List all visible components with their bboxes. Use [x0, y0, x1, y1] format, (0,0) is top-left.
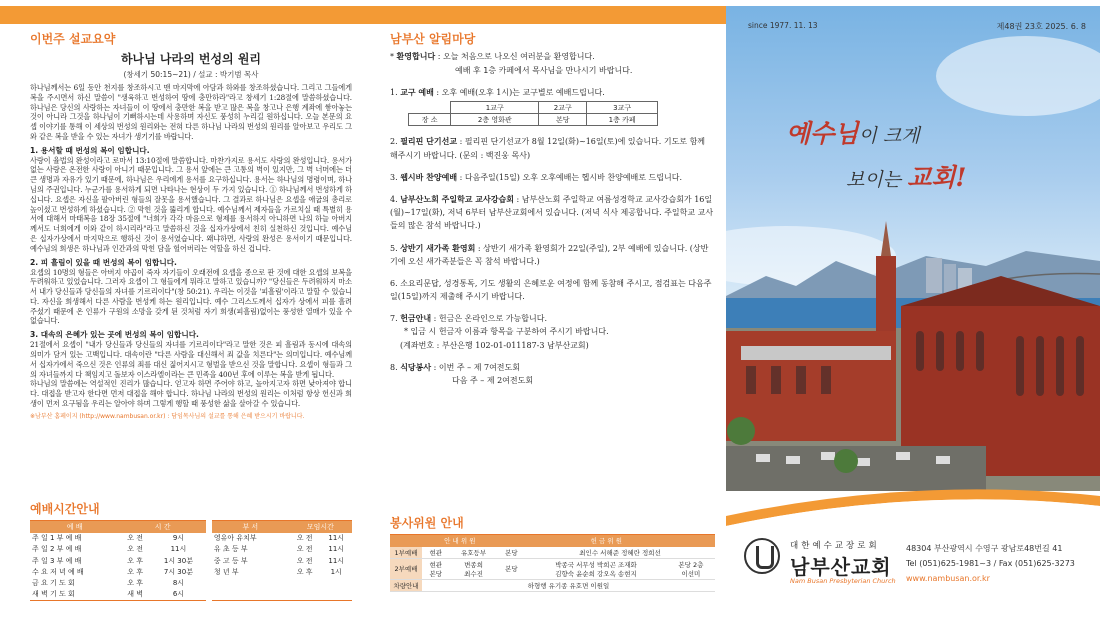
district-1: 1교구 — [451, 102, 539, 114]
table-row — [30, 544, 352, 555]
news-item-6: 6. 소요리문답, 성경통독, 기도 생활의 은혜로운 여정에 함께 동참해 주시고, 점검표는 다음주일(15일)까지 제출해 주시기 바랍니다. — [390, 278, 712, 302]
header-usher: 안 내 위 원 — [422, 535, 498, 547]
sermon-point-1-heading: 1. 용서할 때 번성의 복이 임합니다. — [30, 145, 150, 155]
department-period: 오 후 — [296, 568, 313, 577]
denomination: 대한예수교장로회 — [790, 541, 880, 551]
sermon-footnote: ※남부산 홈페이지 (http://www.nambusan.or.kr) : 담임목사님의 설교를 통해 은혜 받으시기 바랍니다. — [30, 412, 305, 420]
service-time: 9시 — [172, 534, 185, 543]
table-row: 2부예배 현관 본당 변종희 최수진 본당 박종국 서무성 박희곤 조재화 김향숙 윤순희 강오옥 송현지 본당 2층 이선미 — [390, 558, 715, 579]
service-time: 8시 — [172, 579, 185, 588]
service-time: 11시 — [170, 545, 187, 554]
table-row — [30, 555, 352, 566]
district-service-table — [408, 101, 658, 126]
service-name: 주 일 2 부 예 배 — [32, 545, 82, 554]
church-seal-icon — [744, 538, 780, 574]
news-item-8: 8. 식당봉사 : 이번 주 – 제 7여전도회 다음 주 – 제 2여전도회 — [390, 361, 715, 387]
sermon-summary — [30, 30, 352, 420]
cover-photo — [726, 6, 1100, 491]
contact-info — [906, 541, 1075, 587]
service-period: 새 벽 — [127, 590, 144, 599]
district-1-location: 2층 영화관 — [451, 114, 539, 126]
header-offering: 헌 금 위 원 — [498, 535, 715, 547]
service-time: 7시 30분 — [163, 568, 193, 577]
offering-note: * 입금 시 헌금자 이름과 항목을 구분하여 주시기 바랍니다. — [404, 327, 609, 337]
header-time: 시 간 — [119, 521, 209, 533]
cover-panel — [726, 6, 1100, 621]
service-name: 수 요 저 녁 예 배 — [32, 568, 84, 577]
department-time: 11시 — [328, 545, 345, 554]
department-name: 청 년 부 — [209, 566, 289, 577]
service-time: 1시 30분 — [163, 556, 193, 565]
service-name: 주 일 1 부 예 배 — [32, 534, 82, 543]
department-period: 오 전 — [296, 534, 313, 543]
sermon-closing: 하나님의 말씀에는 역설적인 진리가 많습니다. 얻고자 하면 주어야 하고, 높아지고자 하면 낮아져야 합니다. 대접을 받고자 한다면 먼저 대접을 해야 합니다. 하나님 나라의 번성의 원리는 이처럼 항상 헌신과 희생이 먼저 요구됨을 우리는 알아야 하며 그렇게 행할 때 풍성한 삶을 살아갈 수 있습니다. — [30, 379, 352, 408]
department-time: 1시 — [330, 568, 342, 577]
service-period: 오 전 — [127, 545, 144, 554]
service-period: 오 후 — [127, 556, 144, 565]
service-name: 금 요 기 도 회 — [32, 579, 75, 588]
top-orange-bar — [0, 6, 726, 24]
service-period: 오 후 — [127, 579, 144, 588]
district-2: 2교구 — [539, 102, 587, 114]
volunteer-table — [390, 534, 715, 592]
volunteer-section-title: 봉사위원 안내 — [390, 516, 464, 530]
phone-fax: Tel (051)625-1981~3 / Fax (051)625-3273 — [906, 559, 1075, 569]
welcome-notice: * 환영합니다 : 오늘 처음으로 나오신 여러분을 환영합니다. 예배 후 1층 카페에서 목사님을 만나시기 바랍니다. — [390, 50, 715, 77]
website-link[interactable]: www.nambusan.or.kr — [906, 574, 990, 584]
sermon-point-2: 요셉의 10명의 형들은 아버지 야곱이 죽자 자기들이 오래전에 요셉을 종으로 판 것에 대한 요셉의 보복을 두려워하고 있었습니다. 그러자 요셉이 그 형들에게 뭐라고 말하고 있습니까? "당신들은 두려워하지 마소서 내가 당신들과 당신들의 자녀를 기르리이다"(창 50:21). 우리는 이것을 '피흘림'이라고 말할 수 있습니다. 자신을 희생해서 다른 사람을 번성케 하는 원리입니다. 예수 그리스도께서 십자가 상에서 피를 흘려 주셨기 때문에 온 인류가 구원의 소망을 갖게 된 것처럼 자기 희생(피흘림)없이는 풍성한 열매가 있을 수 없습니다. — [30, 267, 352, 326]
service-time: 6시 — [172, 590, 185, 599]
table-row — [30, 566, 352, 577]
department-name: 유 초 등 부 — [209, 544, 289, 555]
worship-table — [30, 520, 352, 601]
bank-account: (계좌번호 : 부산은행 102-01-011187-3 남부산교회) — [400, 340, 589, 350]
volunteer-section — [390, 514, 715, 592]
news-section-title: 남부산 알림마당 — [390, 32, 476, 46]
kitchen-next-week: 다음 주 – 제 2여전도회 — [452, 376, 534, 385]
service-period: 오 후 — [127, 568, 144, 577]
table-row: 차량안내 하형행 유기종 유호면 이원일 — [390, 579, 715, 591]
welcome-heading: 환영합니다 — [396, 52, 436, 61]
church-footer — [744, 536, 1089, 616]
church-illustration — [726, 6, 1100, 491]
sermon-point-3: 21절에서 요셉이 "내가 당신들과 당신들의 자녀를 기르리이다"라고 말한 것은 피 흘림과 동시에 대속의 의미가 담겨 있는 고백입니다. 대속이란 "다른 사람을 대신해서 죄 값을 치른다"는 의미입니다. 예수님께서 십자가에서 죽으신 것은 인류의 죄를 대신 짊어지시고 형벌을 받으신 것을 말합니다. 요셉이 형들과 그의 자녀들까지 다 책임지고 돌보자 이스라엘이라는 큰 민족을 400년 후에 이루는 복을 받게 됩니다. — [30, 340, 352, 379]
district-3-location: 1층 카페 — [587, 114, 658, 126]
news-item-3: 3. 웹시바 찬양예배 : 다음주일(15일) 오후 오후예배는 헵시바 찬양예배로 드립니다. — [390, 172, 683, 182]
table-row — [30, 533, 352, 544]
department-period: 오 전 — [296, 556, 313, 565]
sermon-subtitle: (창세기 50:15~21) / 설교 : 박기범 목사 — [123, 70, 259, 79]
since-date: since 1977. 11. 13 — [748, 21, 818, 30]
news-item-2: 2. 필리핀 단기선교 : 필리핀 단기선교가 8월 12일(화)~16일(토)에 있습니다. 기도로 함께 해주시기 바랍니다. (문의 : 백진웅 목사) — [390, 137, 706, 160]
news-item-1: 1. 교구 예배 : 오후 예배(오후 1시)는 교구별로 예배드립니다. — [390, 88, 605, 98]
worship-section-title: 예배시간안내 — [30, 502, 100, 516]
department-time: 11시 — [328, 534, 345, 543]
address: 48304 부산광역시 수영구 광남로48번길 41 — [906, 544, 1063, 553]
news-item-5: 5. 상반기 새가족 환영회 : 상반기 새가족 환영회가 22일(주일), 2부 예배에 있습니다. (상반기에 오신 새가족분들은 꼭 참석 바랍니다.) — [390, 243, 709, 266]
news-item-7: 7. 헌금안내 : 헌금은 온라인으로 가능합니다. * 입금 시 헌금자 이름과 항목을 구분하여 주시기 바랍니다. (계좌번호 : 부산은행 102-01-011187-3 남부산교회) — [390, 312, 715, 352]
location-label: 장 소 — [409, 114, 451, 126]
church-news — [390, 30, 715, 387]
sermon-intro: 하나님께서는 6일 동안 천지를 창조하시고 맨 마지막에 아담과 하와를 창조하셨습니다. 그리고 그들에게 복을 주시면서 하신 말씀이 "생육하고 번성하여 땅에 충만하라"라고 창세기 1:28절에 말씀하셨습니다. 하나님은 당신의 사랑하는 자녀들이 이 땅에서 충만한 복을 받고 많은 복을 창고나 은행 계좌에 쌓아놓는 것이 아니라 그것을 하나님이 기뻐하시는데 사용하며 자신도 풍성히 누리길 원하십니다. 오늘 본문의 요셉 이야기를 통해 이 세상의 번성의 원리와는 전혀 다른 하나님 나라의 번성의 원리를 알아보고 우리도 그와 같은 복을 받을 수 있는 자녀가 생기기를 바랍니다. — [30, 83, 352, 141]
department-time: 11시 — [328, 556, 345, 565]
church-name-english: Nam Busan Presbyterian Church — [790, 577, 896, 585]
service-name: 주 일 3 부 예 배 — [32, 556, 82, 565]
welcome-line-2: 예배 후 1층 카페에서 목사님을 만나시기 바랍니다. — [455, 65, 633, 75]
district-3: 3교구 — [587, 102, 658, 114]
header-department: 부 서 — [209, 521, 289, 533]
sermon-point-2-heading: 2. 피 흘림이 있을 때 번성의 복이 임합니다. — [30, 257, 177, 267]
service-period: 오 전 — [127, 534, 144, 543]
sermon-section-title: 이번주 설교요약 — [30, 32, 116, 46]
service-name: 새 벽 기 도 회 — [32, 590, 75, 599]
sermon-point-3-heading: 3. 대속의 은혜가 있는 곳에 번성의 복이 임합니다. — [30, 330, 199, 340]
department-name: 영유아 유치부 — [209, 533, 289, 544]
district-2-location: 본당 — [539, 114, 587, 126]
table-row — [30, 578, 352, 589]
header-service: 예 배 — [30, 521, 119, 533]
slogan-line-2: 보이는 교회! — [846, 163, 967, 192]
table-row: 1부예배 현관 유호등부 본당 최인수 서해준 정혜란 정희선 — [390, 547, 715, 559]
table-row — [30, 589, 352, 600]
welcome-line-1: : 오늘 처음으로 나오신 여러분을 환영합니다. — [435, 52, 595, 61]
department-period: 오 전 — [296, 545, 313, 554]
news-item-4: 4. 남부산노회 주일학교 교사강습회 : 남부산노회 주일학교 여름성경학교 교사강습회가 16일(월)~17일(화), 저녁 6부터 남부산교회에서 있습니다. (저녁 식사 제공합니다. 주일학교 교사들의 많은 참석 바랍니다.) — [390, 194, 714, 231]
slogan-line-1: 예수님이 크게 — [786, 119, 920, 148]
header-meeting-time: 모임시간 — [289, 521, 352, 533]
issue-number: 제48권 23호 2025. 6. 8 — [996, 22, 1086, 31]
sermon-title: 하나님 나라의 번성의 원리 — [120, 52, 262, 66]
sermon-point-1: 사랑이 율법의 완성이라고 로마서 13:10절에 말씀합니다. 마찬가지로 용서도 사랑의 완성입니다. 용서가 없는 사랑은 온전한 사랑이 아니기 때문입니다. 그 용서 앞에는 큰 고통의 벽이 있지만, 그 벽 너머에는 더 큰 생명과 자유가 있기 때문에, 하나님은 우리에게 용서를 요구하십니다. 용서는 하나님의 명령이며, 하나님의 주권입니다. 누군가를 용서하게 되면 나타나는 현상이 두 가지 있습니다. ① 하나님께서 번성하게 하십니다. 요셉은 자신을 팔아버린 형들의 잘못을 용서했습니다. 그 결과로 하나님은 요셉을 애굽의 총리로 높이셨고 번성하게 하셨습니다. ② 막힌 것을 뚫리게 합니다. 예수님께서 제자들을 가르치실 때 특별히 용서에 대해서 마태복음 18장 35절에 "너희가 각각 마음으로 형제를 용서하지 아니하면 나의 하늘 아버지께서도 너희에게 이와 같이 하시리라"라고 말씀하신 것을 십자가상에서 친히 실천하신 것입니다. 예수님은 십자가상에서 마지막으로 행하신 것이 용서였습니다. 왜냐하면, 사랑의 완성은 용서이기 때문입니다. 예수님의 희생은 하나님과 인간과의 막힌 담을 헐어버리는 역할을 하신 겁니다. — [30, 155, 352, 253]
department-name: 중 고 등 부 — [209, 555, 289, 566]
worship-schedule — [30, 500, 352, 601]
church-name: 남부산교회 — [790, 555, 892, 579]
